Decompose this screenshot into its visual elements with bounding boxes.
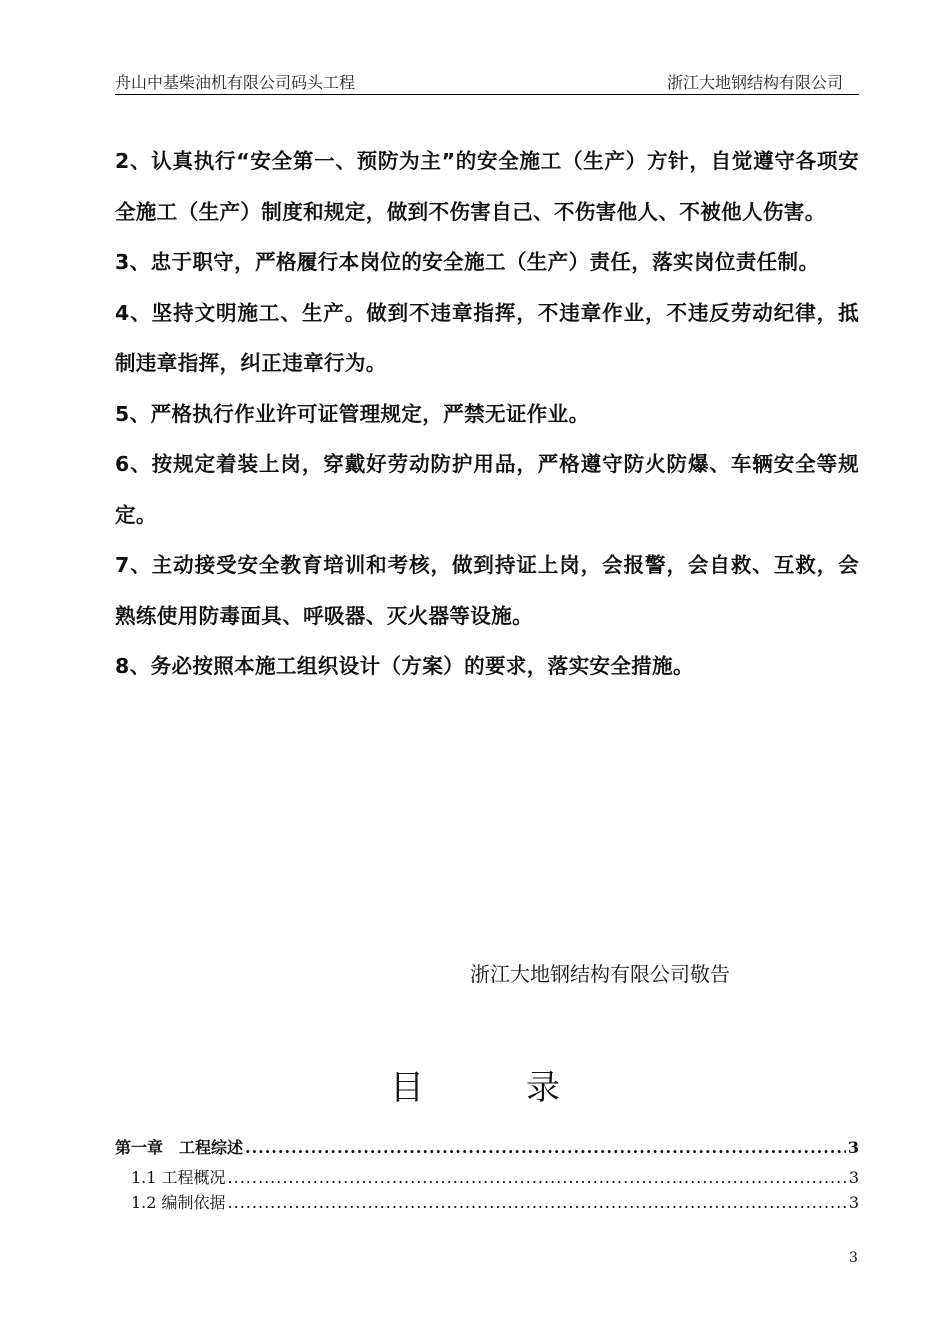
toc-entry-page: 3 (848, 1168, 859, 1187)
company-signature: 浙江大地钢结构有限公司敬告 (470, 962, 730, 986)
rule-paragraph-6: 6、按规定着装上岗，穿戴好劳动防护用品，严格遵守防火防爆、车辆安全等规定。 (115, 452, 859, 527)
toc-entry-label: 第一章 工程综述 (115, 1138, 244, 1157)
rule-paragraph-8: 8、务必按照本施工组织设计（方案）的要求，落实安全措施。 (115, 654, 694, 678)
toc-leader-dots (228, 1193, 847, 1212)
table-of-contents (115, 1135, 859, 1215)
toc-entry-section-1-1[interactable] (115, 1165, 859, 1190)
rule-paragraph-5: 5、严格执行作业许可证管理规定，严禁无证作业。 (115, 401, 590, 426)
toc-leader-dots (228, 1168, 847, 1187)
toc-entry-page: 3 (848, 1193, 859, 1212)
rule-paragraph-4: 4、坚持文明施工、生产。做到不违章指挥，不违章作业，不违反劳动纪律，抵制违章指挥，纠正违章行为。 (115, 300, 859, 375)
rule-paragraph-3: 3、忠于职守，严格履行本岗位的安全施工（生产）责任，落实岗位责任制。 (115, 250, 820, 274)
toc-entry-label: 1.1 工程概况 (131, 1168, 226, 1187)
toc-entry-section-1-2[interactable] (115, 1190, 859, 1215)
page-number: 3 (849, 1250, 858, 1266)
rule-paragraph-2: 2、认真执行“安全第一、预防为主”的安全施工（生产）方针，自觉遵守各项安全施工（生产）制度和规定，做到不伤害自己、不伤害他人、不被他人伤害。 (115, 149, 859, 224)
header-company-name: 浙江大地钢结构有限公司 (666, 73, 843, 92)
safety-rules-body (115, 136, 859, 692)
toc-entry-page: 3 (847, 1138, 859, 1157)
rule-paragraph-7: 7、主动接受安全教育培训和考核，做到持证上岗，会报警，会自救、互救，会熟练使用防毒面具、呼吸器、灭火器等设施。 (115, 553, 859, 628)
toc-leader-dots (245, 1138, 846, 1157)
page-header (115, 70, 859, 95)
toc-entry-label: 1.2 编制依据 (131, 1193, 226, 1212)
header-project-name: 舟山中基柴油机有限公司码头工程 (115, 73, 356, 92)
toc-title: 目 录 (390, 1068, 560, 1108)
toc-entry-chapter-1[interactable] (115, 1135, 859, 1165)
